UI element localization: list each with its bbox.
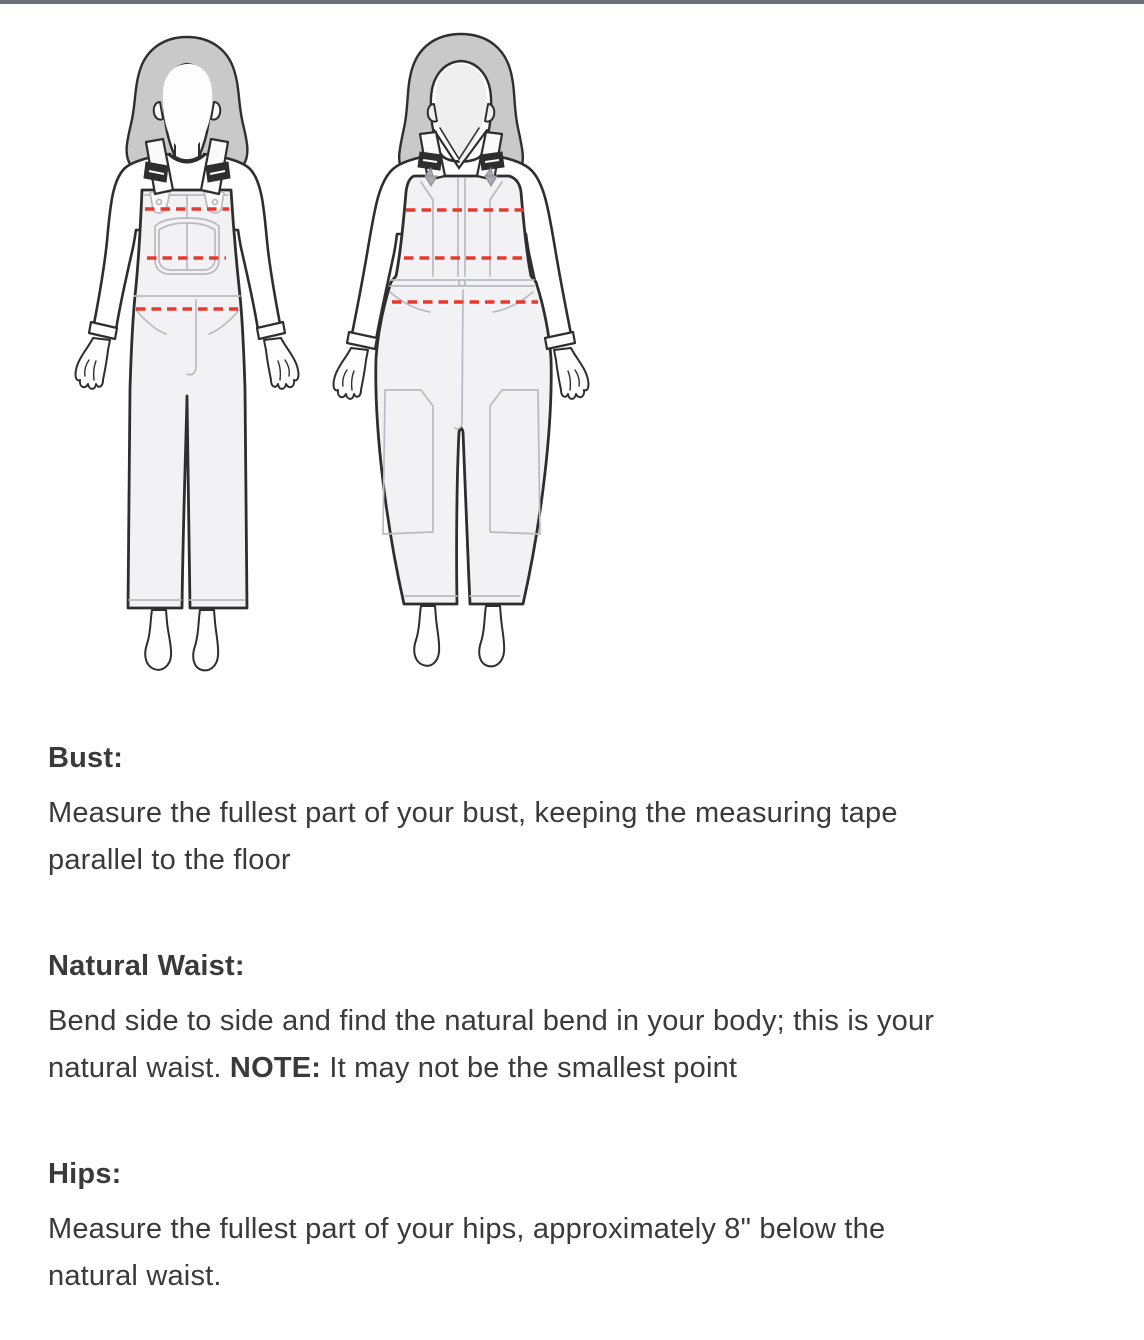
figure-straight [76,37,299,670]
note-label: NOTE: [229,1052,322,1084]
bust-heading: Bust: [48,742,124,774]
hips-section [48,1156,956,1300]
measuring-instructions [0,696,1144,1340]
hips-heading: Hips: [48,1158,122,1190]
figure-plus [334,34,589,666]
natural-waist-heading: Natural Waist: [48,950,245,982]
waist-text-before-note: Bend side to side and find the natural bend in your body; this is your natural waist. [48,1005,935,1084]
hand-plus-left [334,348,368,399]
bust-description: Measure the fullest part of your bust, keeping the measuring tape parallel to the floor [48,797,898,876]
hips-description: Measure the fullest part of your hips, approximately 8" below the natural waist. [48,1213,886,1292]
hand-straight-right [264,338,298,389]
bust-section [48,740,956,884]
hand-plus-right [554,348,588,399]
natural-waist-description [48,998,956,1092]
waist-text-after-note: It may not be the smallest point [321,1052,738,1084]
size-guide-illustration [0,4,1144,696]
hand-straight-left [76,338,110,389]
natural-waist-section [48,948,956,1092]
measurement-figures-svg [0,4,640,696]
